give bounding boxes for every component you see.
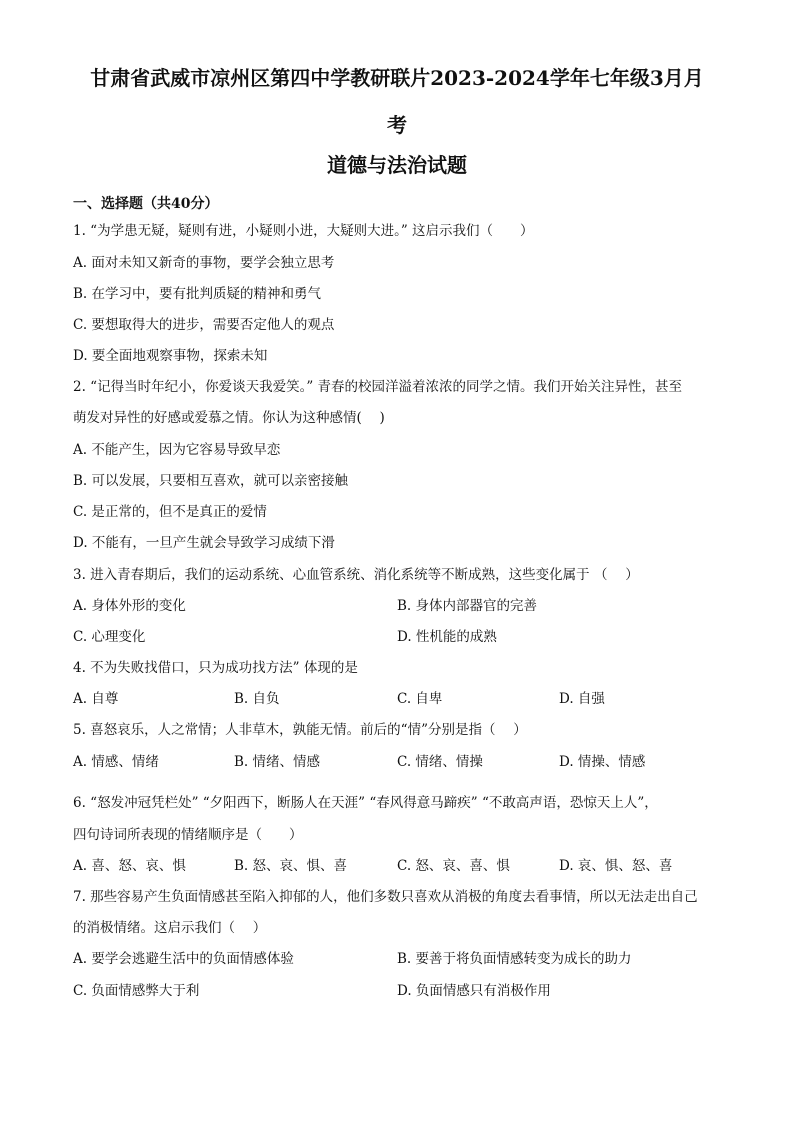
question-6-stem-line1: 6. “怒发冲冠凭栏处” “夕阳西下，断肠人在天涯” “春风得意马蹄疾” “不敢高声语，恐惊天上人”， — [73, 795, 658, 811]
question-5-stem: 5. 喜怒哀乐，人之常情；人非草木，孰能无情。前后的“情”分别是指（ ） — [73, 722, 527, 738]
question-1-stem: 1. “为学患无疑，疑则有进，小疑则小进，大疑则大进。” 这启示我们（ ） — [73, 223, 534, 239]
question-6-option-d: D. 哀、惧、怒、喜 — [559, 858, 673, 874]
question-3-stem: 3. 进入青春期后，我们的运动系统、心血管系统、消化系统等不断成熟，这些变化属于 （ ） — [73, 567, 639, 583]
question-6-stem-line2: 四句诗词所表现的情绪顺序是（ ） — [73, 827, 303, 843]
question-4-stem: 4. 不为失败找借口，只为成功找方法” 体现的是 — [73, 660, 358, 676]
question-2-option-b: B. 可以发展，只要相互喜欢，就可以亲密接触 — [73, 473, 349, 489]
question-5-option-d: D. 情操、情感 — [559, 754, 646, 770]
question-7-option-b: B. 要善于将负面情感转变为成长的助力 — [397, 951, 632, 967]
question-3-option-b: B. 身体内部器官的完善 — [397, 598, 538, 614]
question-1-option-a: A. 面对未知又新奇的事物，要学会独立思考 — [73, 255, 335, 271]
question-2-option-d: D. 不能有，一旦产生就会导致学习成绩下滑 — [73, 535, 335, 551]
question-2-stem-line1: 2. “记得当时年纪小，你爱谈天我爱笑。” 青春的校园洋溢着浓浓的同学之情。我们开始关注异性，甚至 — [73, 379, 683, 395]
question-2-option-a: A. 不能产生，因为它容易导致早恋 — [73, 442, 281, 458]
question-6-option-c: C. 怒、哀、喜、惧 — [397, 858, 510, 874]
question-6-option-a: A. 喜、怒、哀、惧 — [73, 858, 186, 874]
question-1-option-b: B. 在学习中，要有批判质疑的精神和勇气 — [73, 286, 322, 302]
question-2-option-c: C. 是正常的，但不是真正的爱情 — [73, 504, 267, 520]
question-4-option-a: A. 自尊 — [73, 691, 119, 707]
question-4-option-b: B. 自负 — [234, 691, 280, 707]
question-3-option-a: A. 身体外形的变化 — [73, 598, 186, 614]
question-1-option-c: C. 要想取得大的进步，需要否定他人的观点 — [73, 317, 335, 333]
question-3-option-d: D. 性机能的成熟 — [397, 629, 497, 645]
question-7-option-d: D. 负面情感只有消极作用 — [397, 983, 551, 999]
question-5-option-c: C. 情绪、情操 — [397, 754, 483, 770]
question-7-stem-line1: 7. 那些容易产生负面情感甚至陷入抑郁的人，他们多数只喜欢从消极的角度去看事情，所以无法走出自己 — [73, 889, 698, 905]
question-7-option-a: A. 要学会逃避生活中的负面情感体验 — [73, 951, 294, 967]
question-2-stem-line2: 萌发对异性的好感或爱慕之情。你认为这种感情( ) — [73, 410, 385, 426]
question-3-option-c: C. 心理变化 — [73, 629, 146, 645]
section-heading: 一、选择题（共40分） — [73, 196, 219, 212]
question-7-option-c: C. 负面情感弊大于利 — [73, 983, 200, 999]
question-6-option-b: B. 怒、哀、惧、喜 — [234, 858, 348, 874]
question-7-stem-line2: 的消极情绪。这启示我们（ ） — [73, 920, 267, 936]
exam-subject-title: 道德与法治试题 — [327, 153, 467, 177]
question-4-option-c: C. 自卑 — [397, 691, 443, 707]
exam-title-line1: 甘肃省武威市凉州区第四中学教研联片2023-2024学年七年级3月月 — [90, 66, 704, 90]
question-1-option-d: D. 要全面地观察事物，探索未知 — [73, 348, 268, 364]
question-4-option-d: D. 自强 — [559, 691, 605, 707]
question-5-option-b: B. 情绪、情感 — [234, 754, 321, 770]
exam-title-line2: 考 — [387, 113, 407, 137]
question-5-option-a: A. 情感、情绪 — [73, 754, 159, 770]
